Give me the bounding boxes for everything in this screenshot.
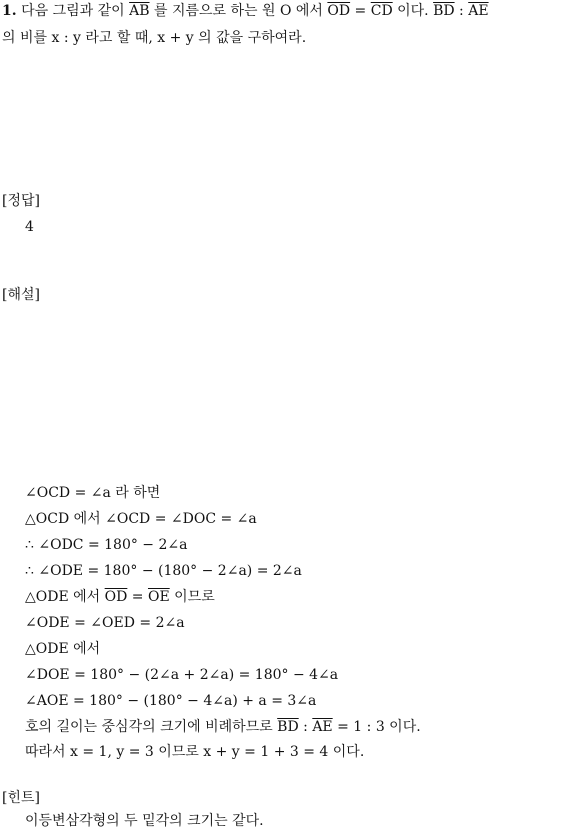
answer-value: 4 xyxy=(25,219,34,235)
hint-text: 이등변삼각형의 두 밑각의 크기는 같다. xyxy=(25,813,264,829)
solution-line-1: ∠OCD = ∠a 라 하면 xyxy=(25,485,161,501)
segment-ab: $\overline{AB}$ xyxy=(129,3,150,19)
segment-od-2: $\overline{OD}$ xyxy=(104,589,128,605)
hint-label: [힌트] xyxy=(2,790,40,806)
colon-2: : xyxy=(303,719,308,735)
solution-line-5-b: 이므로 xyxy=(174,589,215,605)
solution-line-7: △ODE 에서 xyxy=(25,641,101,657)
question-text-b: 를 지름으로 하는 원 O 에서 xyxy=(153,3,323,19)
question-number: 1. xyxy=(2,3,17,19)
colon: : xyxy=(459,3,464,19)
solution-line-11: 따라서 x = 1, y = 3 이므로 x + y = 1 + 3 = 4 이다. xyxy=(25,744,365,760)
segment-bd-2: $\overline{BD}$ xyxy=(277,719,299,735)
answer-label: [정답] xyxy=(2,193,40,209)
equals-sign-2: = xyxy=(131,589,144,605)
solution-line-3: ∴ ∠ODC = 180° − 2∠a xyxy=(25,537,188,553)
solution-line-2: △OCD 에서 ∠OCD = ∠DOC = ∠a xyxy=(25,511,257,527)
segment-oe: $\overline{OE}$ xyxy=(147,589,170,605)
solution-line-10 xyxy=(25,716,421,738)
equals-sign: = xyxy=(354,3,367,19)
solution-line-8: ∠DOE = 180° − (2∠a + 2∠a) = 180° − 4∠a xyxy=(25,667,339,683)
solution-line-10-b: = 1 : 3 이다. xyxy=(337,719,421,735)
question-line-2: 의 비를 x : y 라고 할 때, x + y 의 값을 구하여라. xyxy=(2,30,307,46)
segment-bd: $\overline{BD}$ xyxy=(433,3,455,19)
solution-line-6: ∠ODE = ∠OED = 2∠a xyxy=(25,615,185,631)
question-text-c: 이다. xyxy=(397,3,429,19)
solution-line-5-a: △ODE 에서 xyxy=(25,589,101,605)
solution-line-9: ∠AOE = 180° − (180° − 4∠a) + a = 3∠a xyxy=(25,693,317,709)
solution-line-10-a: 호의 길이는 중심각의 크기에 비례하므로 xyxy=(25,719,273,735)
question-text-a: 다음 그림과 같이 xyxy=(21,3,125,19)
segment-ae: $\overline{AE}$ xyxy=(468,3,489,19)
segment-ae-2: $\overline{AE}$ xyxy=(312,719,333,735)
segment-od: $\overline{OD}$ xyxy=(327,3,351,19)
solution-label: [해설] xyxy=(2,287,40,303)
question-line-1 xyxy=(2,0,489,22)
solution-line-4: ∴ ∠ODE = 180° − (180° − 2∠a) = 2∠a xyxy=(25,563,302,579)
solution-line-5 xyxy=(25,586,215,608)
segment-cd: $\overline{CD}$ xyxy=(370,3,393,19)
